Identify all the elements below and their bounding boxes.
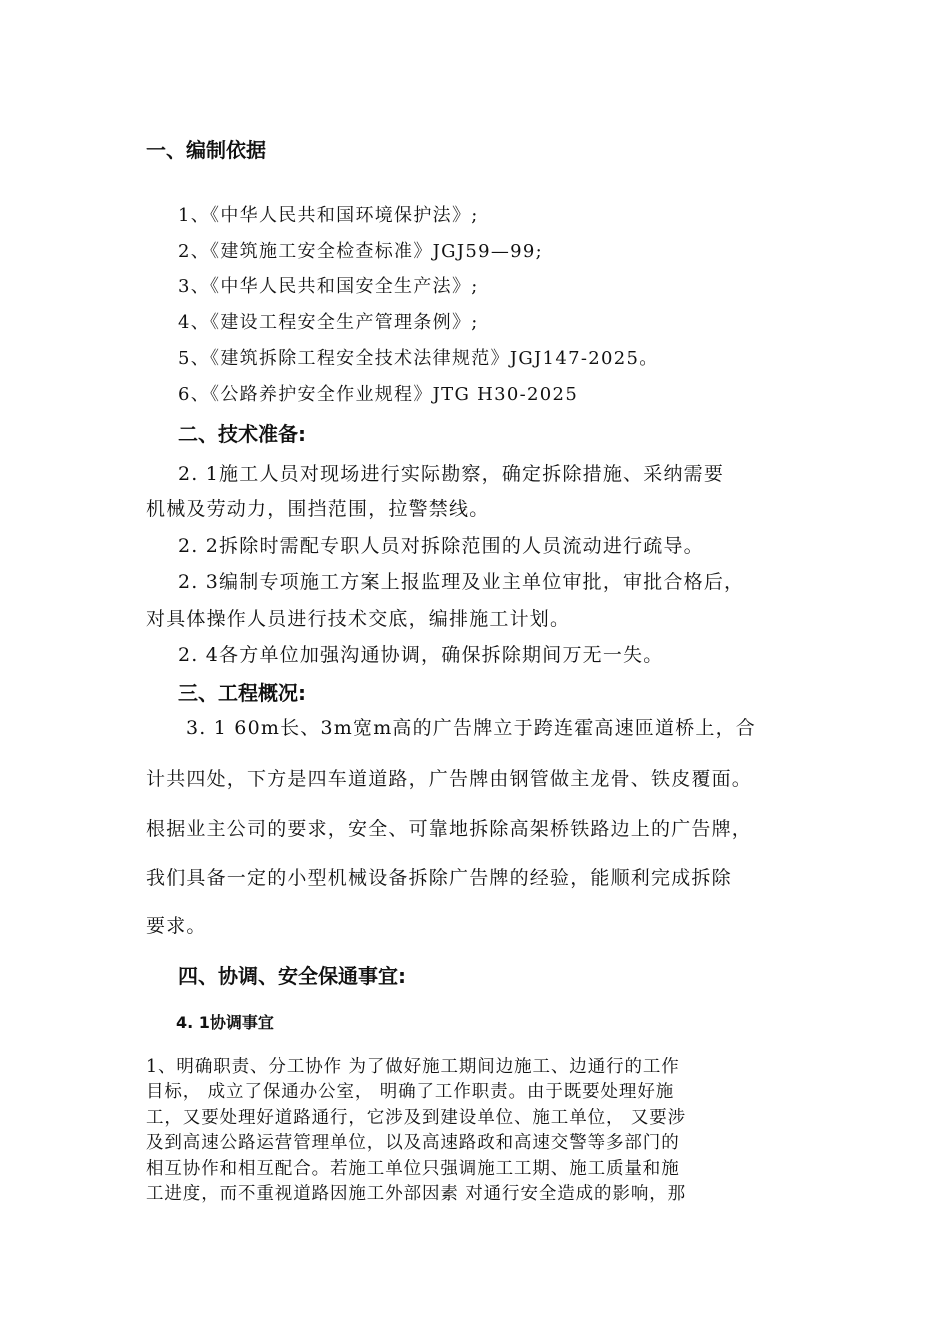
paragraph-line: 1、明确职责、分工协作 为了做好施工期间边施工、边通行的工作	[146, 1057, 680, 1077]
reference-item-6: 6、《公路养护安全作业规程》JTG H30-2025	[178, 384, 579, 405]
section-1-heading: 一、编制依据	[146, 138, 266, 162]
paragraph-line: 机械及劳动力，围挡范围，拉警禁线。	[146, 498, 490, 520]
paragraph-line: 及到高速公路运营管理单位，以及高速路政和高速交警等多部门的	[146, 1133, 680, 1153]
section-4-heading: 四、协调、安全保通事宜:	[178, 964, 406, 988]
subsection-heading: 4. 1协调事宜	[176, 1013, 274, 1032]
paragraph-line: 2. 3编制专项施工方案上报监理及业主单位审批，审批合格后，	[178, 571, 745, 593]
paragraph-line: 根据业主公司的要求，安全、可靠地拆除高架桥铁路边上的广告牌，	[146, 818, 753, 840]
reference-item-5: 5、《建筑拆除工程安全技术法律规范》JGJ147-2025。	[178, 348, 659, 369]
paragraph-line: 相互协作和相互配合。若施工单位只强调施工工期、施工质量和施	[146, 1159, 680, 1179]
paragraph-line: 工，又要处理好道路通行，它涉及到建设单位、施工单位， 又要涉	[146, 1108, 687, 1128]
paragraph-line: 2. 4各方单位加强沟通协调，确保拆除期间万无一失。	[178, 644, 664, 666]
reference-item-4: 4、《建设工程安全生产管理条例》;	[178, 312, 479, 333]
paragraph-line: 2. 1施工人员对现场进行实际勘察，确定拆除措施、采纳需要	[178, 463, 725, 485]
reference-item-3: 3、《中华人民共和国安全生产法》;	[178, 276, 479, 297]
paragraph-line: 要求。	[146, 915, 207, 937]
reference-item-1: 1、《中华人民共和国环境保护法》;	[178, 205, 479, 226]
paragraph-line: 计共四处，下方是四车道道路，广告牌由钢管做主龙骨、铁皮覆面。	[146, 768, 753, 790]
paragraph-line: 2. 2拆除时需配专职人员对拆除范围的人员流动进行疏导。	[178, 535, 704, 557]
reference-item-2: 2、《建筑施工安全检查标准》JGJ59—99;	[178, 241, 544, 262]
paragraph-line: 工进度，而不重视道路因施工外部因素 对通行安全造成的影响，那	[146, 1184, 687, 1204]
paragraph-line: 我们具备一定的小型机械设备拆除广告牌的经验，能顺利完成拆除	[146, 867, 732, 889]
paragraph-line: 目标， 成立了保通办公室， 明确了工作职责。由于既要处理好施	[146, 1082, 675, 1102]
section-2-heading: 二、技术准备:	[178, 422, 306, 446]
paragraph-line: 对具体操作人员进行技术交底，编排施工计划。	[146, 608, 571, 630]
paragraph-line: 3. 1 60m长、3m宽m高的广告牌立于跨连霍高速匝道桥上，合	[186, 717, 757, 739]
section-3-heading: 三、工程概况:	[178, 681, 306, 705]
